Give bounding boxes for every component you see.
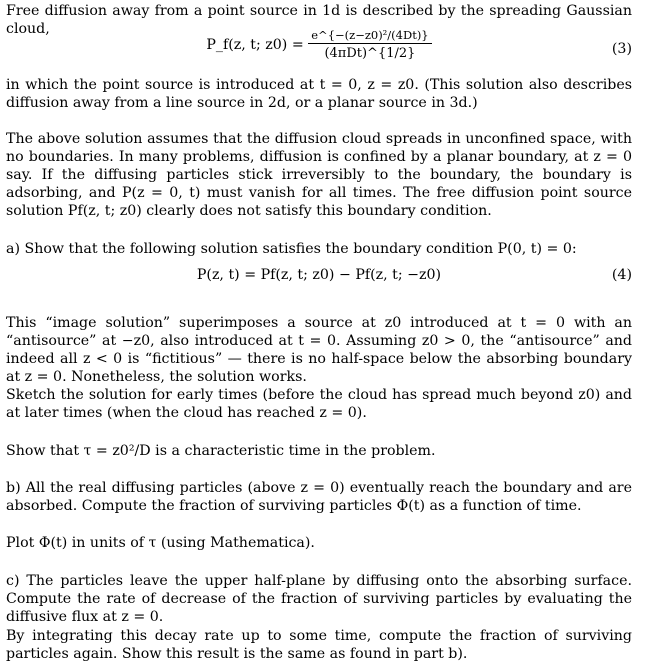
equation-4 bbox=[6, 266, 632, 288]
equation-3-number: (3) bbox=[611, 41, 632, 57]
equation-3-lhs: P_f(z, t; z0) = bbox=[206, 37, 304, 53]
boundary-paragraph: The above solution assumes that the diffusion cloud spreads in unconfined space, with no boundaries. In many problems, diffusion is confined by a planar boundary, at z = 0 say. If the diffusing particles stick irreversibly to the boundary, the boundary is adsorbing, and P(z = 0, t) must vanish for all times. The free diffusion point source solution Pf(z, t; z0) clearly does not satisfy this boundary condition. bbox=[6, 131, 632, 219]
equation-4-text: P(z, t) = Pf(z, t; z0) − Pf(z, t; −z0) bbox=[196, 267, 442, 283]
part-c-text: c) The particles leave the upper half-plane by diffusing onto the absorbing surface. Compute the rate of decrease of the fraction of surviving particles by evaluating the diffusive flux at z = 0. bbox=[6, 573, 632, 625]
part-a-question: a) Show that the following solution satisfies the boundary condition P(0, t) = 0: bbox=[6, 241, 577, 257]
image-solution-paragraph: This “image solution” superimposes a source at z0 introduced at t = 0 with an “antisource” at −z0, also introduced at t = 0. Assuming z0 > 0, the “antisource” and indeed all z < 0 is “fictitious” — there is no half-space below the absorbing boundary at z = 0. Nonetheless, the solution works. bbox=[6, 315, 632, 385]
intro-text: Free diffusion away from a point source in 1d is described by the spreading Gaussian cloud, bbox=[6, 3, 632, 37]
equation-4-number: (4) bbox=[611, 267, 632, 283]
sketch-paragraph: Sketch the solution for early times (before the cloud has spread much beyond z0) and at later times (when the cloud has reached z = 0). bbox=[6, 387, 632, 421]
part-b-text: b) All the real diffusing particles (above z = 0) eventually reach the boundary and are absorbed. Compute the fraction of surviving particles Φ(t) as a function of time. bbox=[6, 480, 632, 514]
part-b-plot-text: Plot Φ(t) in units of τ (using Mathematica). bbox=[6, 535, 315, 551]
equation-3 bbox=[6, 22, 632, 62]
equation-3-fraction bbox=[308, 28, 431, 62]
equation-3-denominator: (4πDt)^{1/2} bbox=[324, 46, 416, 61]
tau-paragraph: Show that τ = z0²/D is a characteristic time in the problem. bbox=[6, 443, 436, 459]
after-equation-3-text: in which the point source is introduced at t = 0, z = z0. (This solution also describes diffusion away from a line source in 2d, or a planar source in 3d.) bbox=[6, 77, 632, 111]
equation-3-numerator: e^{−(z−z0)²/(4Dt)} bbox=[308, 28, 431, 44]
part-c-integrate-text: By integrating this decay rate up to some time, compute the fraction of surviving particles again. Show this result is the same as found in part b). bbox=[6, 628, 632, 662]
